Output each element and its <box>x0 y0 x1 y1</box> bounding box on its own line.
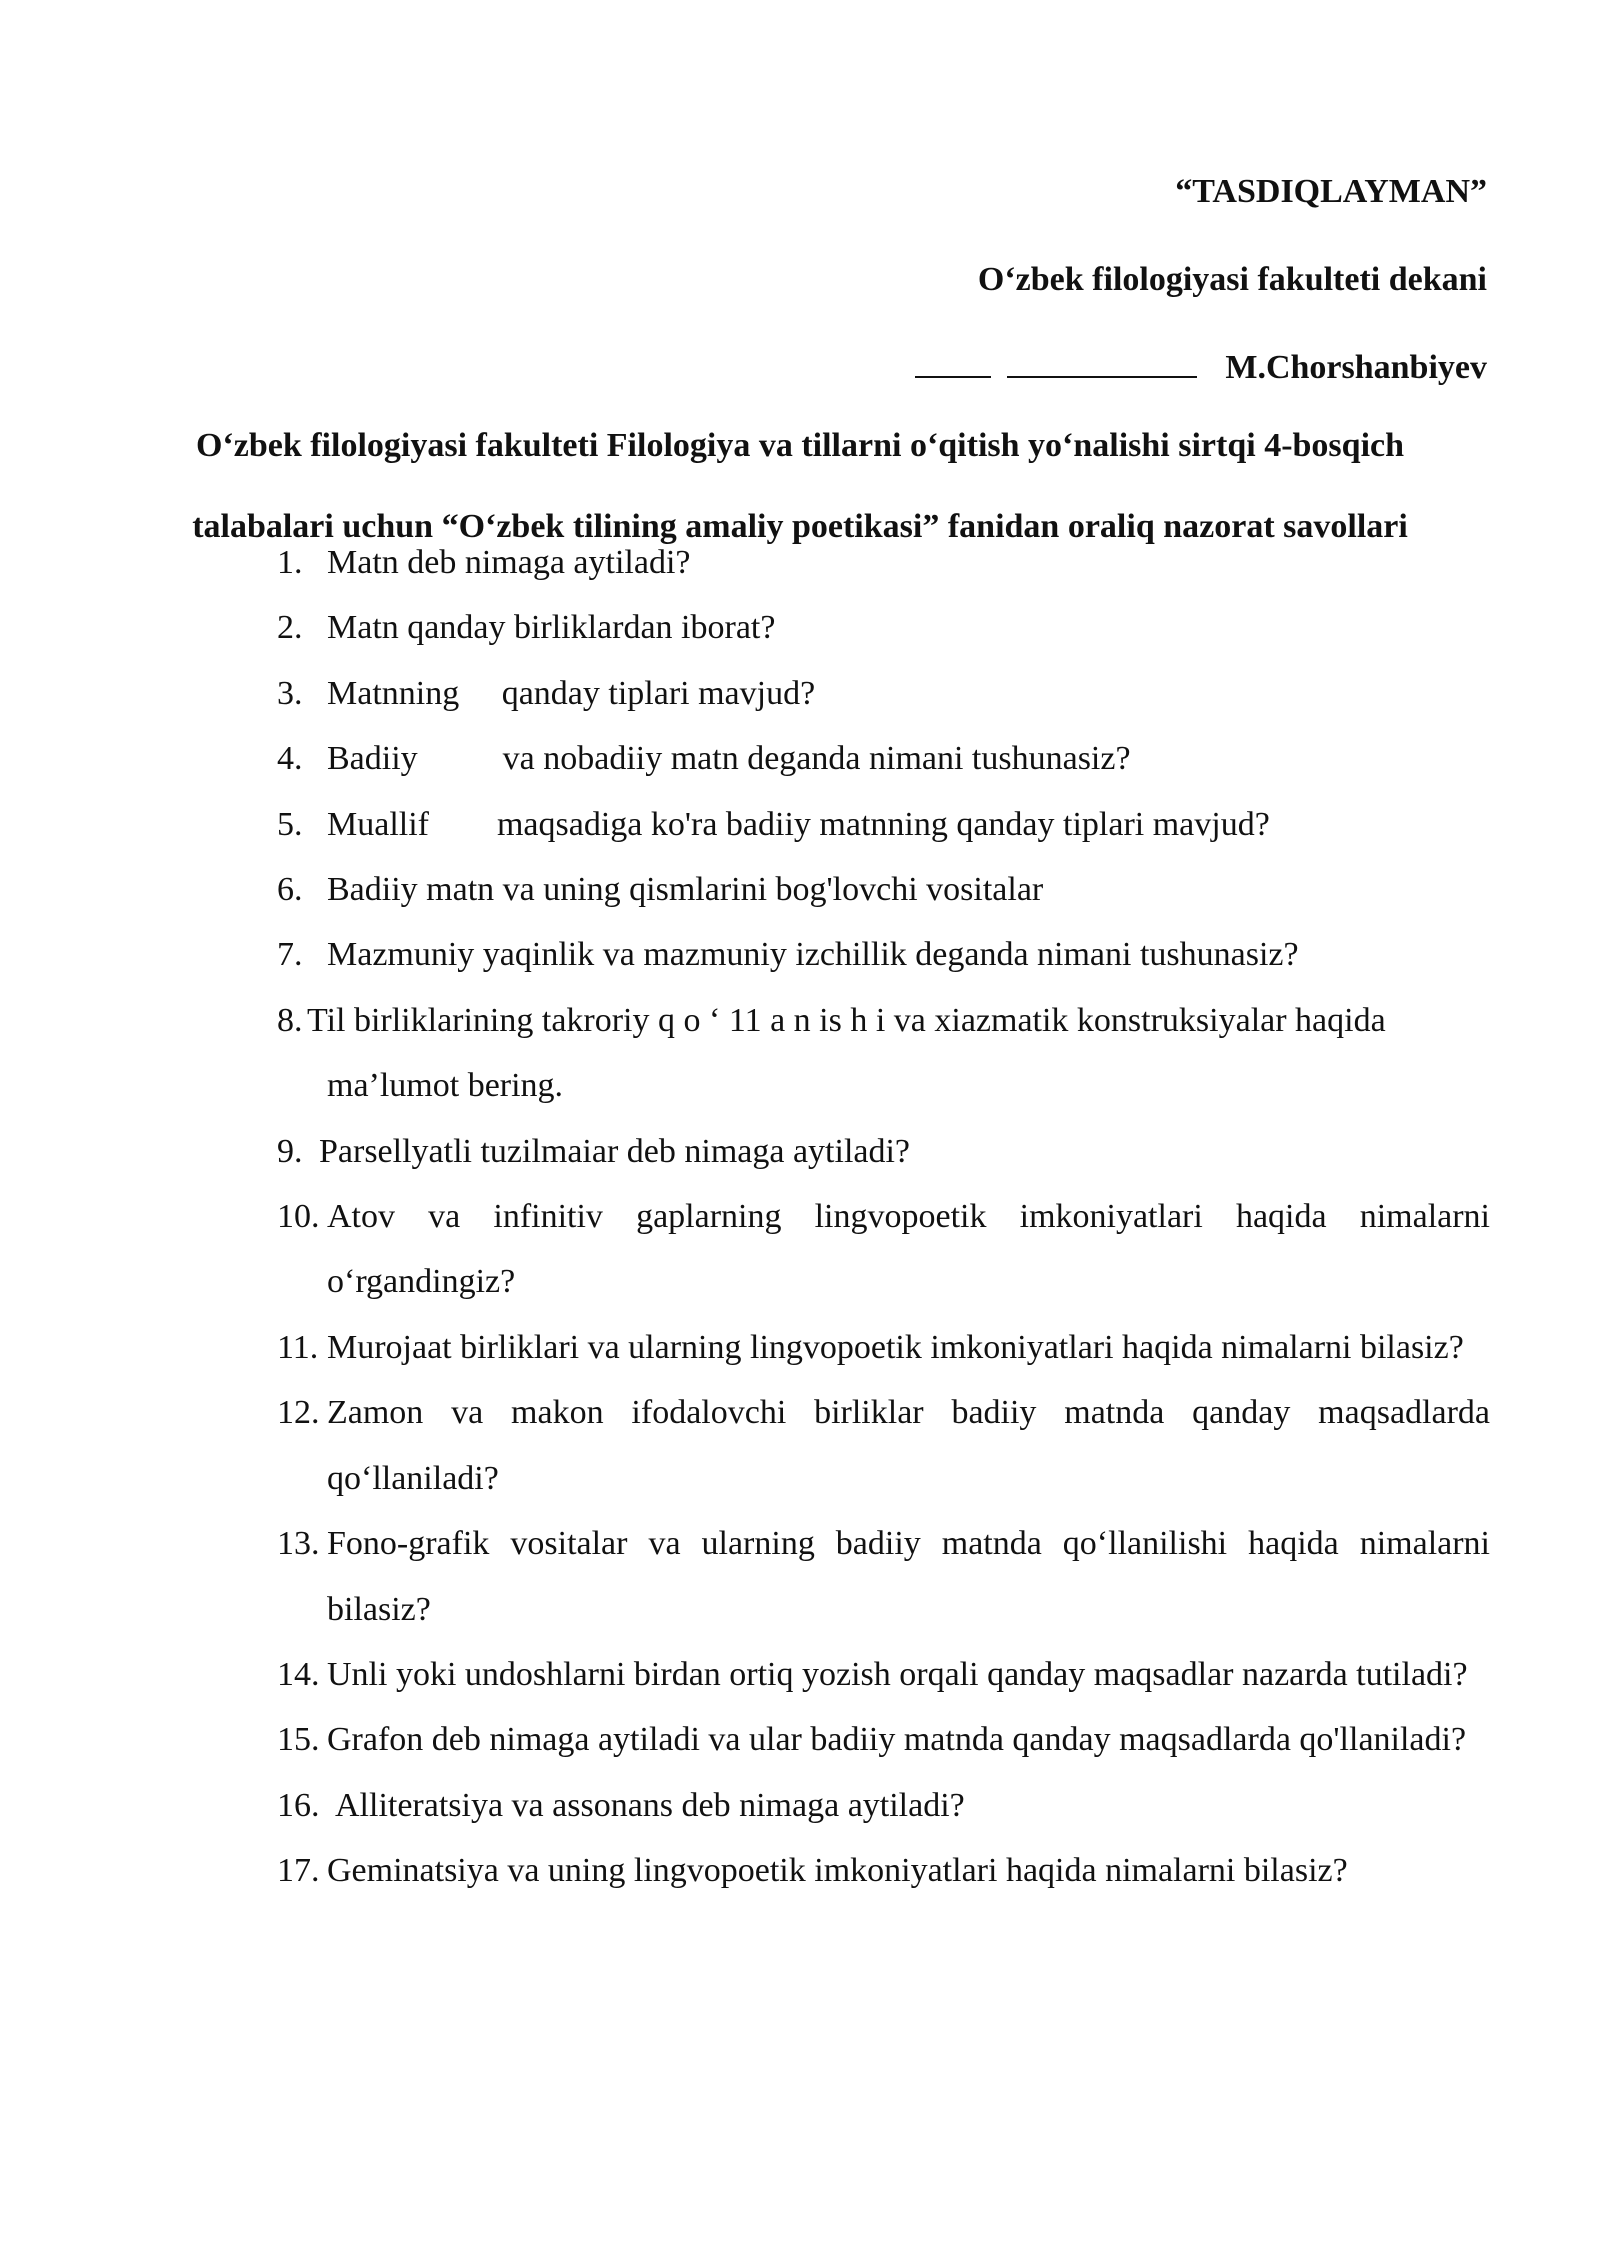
question-number: 9. <box>277 1132 303 1170</box>
question-text: Matnning qanday tiplari mavjud? <box>327 674 816 712</box>
question-number: 2. <box>277 609 303 647</box>
question-item <box>277 595 1490 660</box>
question-item <box>277 1511 1490 1642</box>
question-text: Unli yoki undoshlarni birdan ortiq yozish orqali qanday maqsadlar nazarda tutiladi? <box>327 1655 1468 1693</box>
question-item <box>277 1380 1490 1511</box>
question-text: Badiiy matn va uning qismlarini bog'lovchi vositalar <box>327 871 1044 909</box>
question-item <box>277 1315 1490 1380</box>
question-text: Til birliklarining takroriy q o ‘ 11 a n is h i va xiazmatik konstruksiyalar haqida ma’lumot bering. <box>307 1001 1386 1105</box>
question-number: 7. <box>277 936 303 974</box>
question-item <box>277 988 1490 1119</box>
question-text: Murojaat birliklari va ularning lingvopoetik imkoniyatlari haqida nimalarni bilasiz? <box>327 1328 1464 1366</box>
question-number: 4. <box>277 740 303 778</box>
question-number: 10. <box>277 1198 320 1236</box>
question-text: Mazmuniy yaqinlik va mazmuniy izchillik deganda nimani tushunasiz? <box>327 936 1299 974</box>
question-item <box>277 1838 1490 1903</box>
question-number: 6. <box>277 871 303 909</box>
signature-blank-short <box>915 346 991 378</box>
question-item <box>277 1773 1490 1838</box>
heading-line-1: O‘zbek filologiyasi fakulteti Filologiya va tillarni o‘qitish yo‘nalishi sirtqi 4-bosqich <box>195 427 1405 464</box>
question-number: 15. <box>277 1721 320 1759</box>
question-text: Fono-grafik vositalar va ularning badiiy matnda qo‘llanilishi haqida nimalarni bilasiz? <box>327 1525 1490 1628</box>
question-item <box>277 857 1490 922</box>
question-text: Badiiy va nobadiiy matn deganda nimani tushunasiz? <box>327 740 1131 778</box>
dean-position: O‘zbek filologiyasi fakulteti dekani <box>977 261 1487 298</box>
question-number: 17. <box>277 1852 320 1890</box>
question-item <box>277 1119 1490 1184</box>
question-list <box>277 530 1490 1904</box>
question-number: 12. <box>277 1394 320 1432</box>
signature-line <box>915 324 1487 412</box>
question-number: 5. <box>277 805 303 843</box>
question-text: Geminatsiya va uning lingvopoetik imkoniyatlari haqida nimalarni bilasiz? <box>327 1852 1348 1890</box>
question-text: Parsellyatli tuzilmaiar deb nimaga aytiladi? <box>319 1132 911 1170</box>
question-item <box>277 1707 1490 1772</box>
approval-block <box>915 148 1487 412</box>
question-item <box>277 922 1490 987</box>
signature-blank-long <box>1007 346 1197 378</box>
question-text: Zamon va makon ifodalovchi birliklar badiiy matnda qanday maqsadlarda qo‘llaniladi? <box>327 1394 1490 1497</box>
question-text: Grafon deb nimaga aytiladi va ular badiiy matnda qanday maqsadlarda qo'llaniladi? <box>327 1721 1467 1759</box>
question-text: Matn qanday birliklardan iborat? <box>327 609 776 647</box>
question-item <box>277 1184 1490 1315</box>
question-item <box>277 1642 1490 1707</box>
signer-name: M.Chorshanbiyev <box>1225 349 1487 386</box>
question-item <box>277 726 1490 791</box>
approval-stamp: “TASDIQLAYMAN” <box>1175 173 1487 210</box>
question-text: Alliteratsiya va assonans deb nimaga aytiladi? <box>335 1786 965 1824</box>
question-number: 13. <box>277 1525 320 1563</box>
question-text: Atov va infinitiv gaplarning lingvopoetik imkoniyatlari haqida nimalarni o‘rgandingiz? <box>327 1198 1490 1301</box>
question-text: Muallif maqsadiga ko'ra badiiy matnning qanday tiplari mavjud? <box>327 805 1270 843</box>
question-item <box>277 530 1490 595</box>
question-number: 1. <box>277 544 303 581</box>
question-number: 3. <box>277 674 303 712</box>
question-number: 16. <box>277 1786 320 1824</box>
question-number: 11. <box>277 1328 319 1366</box>
heading-line-2: talabalari uchun “O‘zbek tilining amaliy poetikasi” fanidan oraliq nazorat savollari <box>192 508 1408 545</box>
question-number: 14. <box>277 1655 320 1693</box>
question-text: Matn deb nimaga aytiladi? <box>327 544 691 581</box>
question-item <box>277 661 1490 726</box>
question-item <box>277 792 1490 857</box>
question-number: 8. <box>277 1001 303 1039</box>
